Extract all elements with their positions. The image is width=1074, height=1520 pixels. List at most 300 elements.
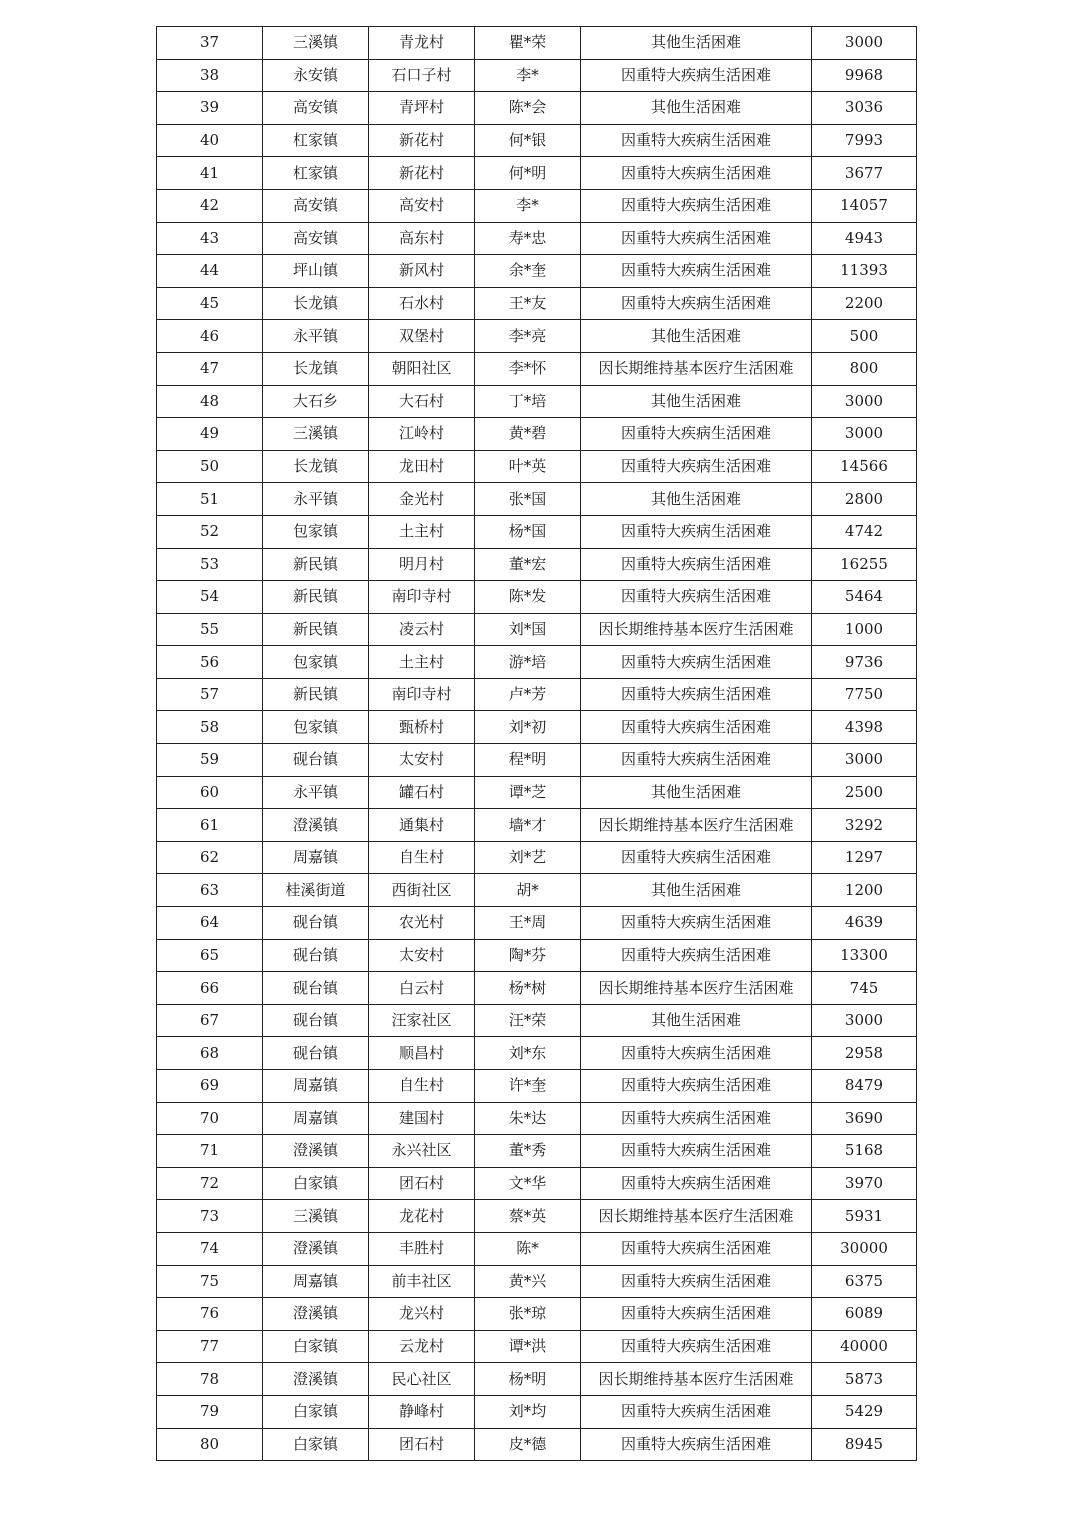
recipient-name-cell: 程*明 [475, 744, 581, 777]
amount-cell: 30000 [812, 1232, 917, 1265]
town-cell: 高安镇 [263, 189, 369, 222]
row-number-cell: 76 [157, 1298, 263, 1331]
hardship-reason-cell: 因重特大疾病生活困难 [581, 59, 812, 92]
table-row [157, 450, 917, 483]
town-cell: 高安镇 [263, 222, 369, 255]
amount-cell: 3000 [812, 27, 917, 60]
amount-cell: 5429 [812, 1395, 917, 1428]
town-cell: 永安镇 [263, 59, 369, 92]
amount-cell: 1200 [812, 874, 917, 907]
town-cell: 新民镇 [263, 678, 369, 711]
hardship-reason-cell: 其他生活困难 [581, 27, 812, 60]
town-cell: 砚台镇 [263, 1037, 369, 1070]
amount-cell: 2500 [812, 776, 917, 809]
table-row [157, 1135, 917, 1168]
village-cell: 白云村 [369, 972, 475, 1005]
amount-cell: 13300 [812, 939, 917, 972]
row-number-cell: 59 [157, 744, 263, 777]
row-number-cell: 49 [157, 418, 263, 451]
recipient-name-cell: 李*亮 [475, 320, 581, 353]
town-cell: 高安镇 [263, 92, 369, 125]
amount-cell: 3677 [812, 157, 917, 190]
amount-cell: 4943 [812, 222, 917, 255]
table-row [157, 907, 917, 940]
hardship-reason-cell: 因重特大疾病生活困难 [581, 678, 812, 711]
hardship-reason-cell: 其他生活困难 [581, 320, 812, 353]
amount-cell: 6089 [812, 1298, 917, 1331]
row-number-cell: 72 [157, 1167, 263, 1200]
amount-cell: 11393 [812, 255, 917, 288]
recipient-name-cell: 黄*兴 [475, 1265, 581, 1298]
row-number-cell: 69 [157, 1070, 263, 1103]
village-cell: 高安村 [369, 189, 475, 222]
table-row [157, 287, 917, 320]
amount-cell: 1297 [812, 841, 917, 874]
table-row [157, 124, 917, 157]
hardship-reason-cell: 因重特大疾病生活困难 [581, 841, 812, 874]
town-cell: 新民镇 [263, 581, 369, 614]
table-row [157, 939, 917, 972]
amount-cell: 3000 [812, 385, 917, 418]
town-cell: 杠家镇 [263, 124, 369, 157]
row-number-cell: 64 [157, 907, 263, 940]
row-number-cell: 71 [157, 1135, 263, 1168]
table-row [157, 255, 917, 288]
town-cell: 澄溪镇 [263, 1363, 369, 1396]
table-row [157, 1004, 917, 1037]
recipient-name-cell: 陈*会 [475, 92, 581, 125]
table-row [157, 189, 917, 222]
row-number-cell: 37 [157, 27, 263, 60]
row-number-cell: 42 [157, 189, 263, 222]
town-cell: 砚台镇 [263, 744, 369, 777]
hardship-reason-cell: 因重特大疾病生活困难 [581, 157, 812, 190]
town-cell: 砚台镇 [263, 972, 369, 1005]
recipient-name-cell: 王*周 [475, 907, 581, 940]
recipient-name-cell: 瞿*荣 [475, 27, 581, 60]
hardship-reason-cell: 因重特大疾病生活困难 [581, 1265, 812, 1298]
row-number-cell: 65 [157, 939, 263, 972]
recipient-name-cell: 丁*培 [475, 385, 581, 418]
village-cell: 龙花村 [369, 1200, 475, 1233]
row-number-cell: 63 [157, 874, 263, 907]
table-row [157, 711, 917, 744]
recipient-name-cell: 汪*荣 [475, 1004, 581, 1037]
recipient-name-cell: 文*华 [475, 1167, 581, 1200]
recipient-name-cell: 蔡*英 [475, 1200, 581, 1233]
recipient-name-cell: 陈*发 [475, 581, 581, 614]
hardship-reason-cell: 因重特大疾病生活困难 [581, 1070, 812, 1103]
amount-cell: 3000 [812, 744, 917, 777]
hardship-reason-cell: 因重特大疾病生活困难 [581, 1428, 812, 1461]
recipient-name-cell: 许*奎 [475, 1070, 581, 1103]
row-number-cell: 45 [157, 287, 263, 320]
hardship-reason-cell: 因重特大疾病生活困难 [581, 189, 812, 222]
hardship-reason-cell: 因长期维持基本医疗生活困难 [581, 972, 812, 1005]
amount-cell: 5931 [812, 1200, 917, 1233]
amount-cell: 4639 [812, 907, 917, 940]
town-cell: 长龙镇 [263, 352, 369, 385]
table-row [157, 59, 917, 92]
town-cell: 长龙镇 [263, 450, 369, 483]
recipient-name-cell: 张*国 [475, 483, 581, 516]
hardship-reason-cell: 因重特大疾病生活困难 [581, 744, 812, 777]
table-row [157, 809, 917, 842]
town-cell: 永平镇 [263, 776, 369, 809]
town-cell: 砚台镇 [263, 1004, 369, 1037]
amount-cell: 3036 [812, 92, 917, 125]
hardship-reason-cell: 其他生活困难 [581, 1004, 812, 1037]
amount-cell: 7993 [812, 124, 917, 157]
row-number-cell: 61 [157, 809, 263, 842]
town-cell: 三溪镇 [263, 1200, 369, 1233]
hardship-reason-cell: 其他生活困难 [581, 874, 812, 907]
recipient-name-cell: 李* [475, 59, 581, 92]
table-row [157, 744, 917, 777]
town-cell: 周嘉镇 [263, 841, 369, 874]
village-cell: 前丰社区 [369, 1265, 475, 1298]
row-number-cell: 40 [157, 124, 263, 157]
amount-cell: 6375 [812, 1265, 917, 1298]
recipient-name-cell: 游*培 [475, 646, 581, 679]
recipient-name-cell: 何*银 [475, 124, 581, 157]
hardship-reason-cell: 因重特大疾病生活困难 [581, 515, 812, 548]
village-cell: 石水村 [369, 287, 475, 320]
village-cell: 自生村 [369, 1070, 475, 1103]
hardship-reason-cell: 其他生活困难 [581, 483, 812, 516]
town-cell: 大石乡 [263, 385, 369, 418]
row-number-cell: 53 [157, 548, 263, 581]
recipient-name-cell: 杨*明 [475, 1363, 581, 1396]
town-cell: 包家镇 [263, 711, 369, 744]
village-cell: 太安村 [369, 744, 475, 777]
amount-cell: 3970 [812, 1167, 917, 1200]
table-row [157, 613, 917, 646]
table-row [157, 1428, 917, 1461]
town-cell: 砚台镇 [263, 939, 369, 972]
village-cell: 罐石村 [369, 776, 475, 809]
row-number-cell: 66 [157, 972, 263, 1005]
amount-cell: 2200 [812, 287, 917, 320]
hardship-reason-cell: 因重特大疾病生活困难 [581, 939, 812, 972]
hardship-reason-cell: 因重特大疾病生活困难 [581, 548, 812, 581]
village-cell: 南印寺村 [369, 581, 475, 614]
table-row [157, 418, 917, 451]
amount-cell: 8479 [812, 1070, 917, 1103]
amount-cell: 3690 [812, 1102, 917, 1135]
table-row [157, 483, 917, 516]
town-cell: 永平镇 [263, 320, 369, 353]
amount-cell: 2800 [812, 483, 917, 516]
recipient-name-cell: 张*琼 [475, 1298, 581, 1331]
amount-cell: 4742 [812, 515, 917, 548]
village-cell: 明月村 [369, 548, 475, 581]
town-cell: 永平镇 [263, 483, 369, 516]
recipient-name-cell: 李* [475, 189, 581, 222]
recipient-name-cell: 朱*达 [475, 1102, 581, 1135]
row-number-cell: 44 [157, 255, 263, 288]
recipient-name-cell: 董*宏 [475, 548, 581, 581]
row-number-cell: 43 [157, 222, 263, 255]
row-number-cell: 70 [157, 1102, 263, 1135]
amount-cell: 5464 [812, 581, 917, 614]
village-cell: 龙兴村 [369, 1298, 475, 1331]
table-row [157, 27, 917, 60]
recipient-name-cell: 余*奎 [475, 255, 581, 288]
village-cell: 农光村 [369, 907, 475, 940]
row-number-cell: 41 [157, 157, 263, 190]
table-body [157, 27, 917, 1461]
table-row [157, 1363, 917, 1396]
table-row [157, 972, 917, 1005]
hardship-reason-cell: 因长期维持基本医疗生活困难 [581, 1363, 812, 1396]
village-cell: 新花村 [369, 157, 475, 190]
recipient-name-cell: 刘*初 [475, 711, 581, 744]
assistance-list-page [156, 26, 916, 1461]
recipient-name-cell: 刘*均 [475, 1395, 581, 1428]
table-row [157, 1102, 917, 1135]
recipient-name-cell: 李*怀 [475, 352, 581, 385]
row-number-cell: 48 [157, 385, 263, 418]
hardship-reason-cell: 因重特大疾病生活困难 [581, 222, 812, 255]
village-cell: 凌云村 [369, 613, 475, 646]
table-row [157, 1037, 917, 1070]
village-cell: 建国村 [369, 1102, 475, 1135]
amount-cell: 800 [812, 352, 917, 385]
amount-cell: 7750 [812, 678, 917, 711]
town-cell: 包家镇 [263, 515, 369, 548]
hardship-reason-cell: 因长期维持基本医疗生活困难 [581, 613, 812, 646]
village-cell: 龙田村 [369, 450, 475, 483]
village-cell: 高东村 [369, 222, 475, 255]
town-cell: 周嘉镇 [263, 1265, 369, 1298]
village-cell: 通集村 [369, 809, 475, 842]
town-cell: 澄溪镇 [263, 1232, 369, 1265]
recipient-name-cell: 何*明 [475, 157, 581, 190]
village-cell: 静峰村 [369, 1395, 475, 1428]
hardship-reason-cell: 因重特大疾病生活困难 [581, 1037, 812, 1070]
village-cell: 南印寺村 [369, 678, 475, 711]
amount-cell: 40000 [812, 1330, 917, 1363]
hardship-reason-cell: 因重特大疾病生活困难 [581, 1167, 812, 1200]
village-cell: 青坪村 [369, 92, 475, 125]
amount-cell: 1000 [812, 613, 917, 646]
hardship-reason-cell: 因重特大疾病生活困难 [581, 1135, 812, 1168]
recipient-name-cell: 叶*英 [475, 450, 581, 483]
village-cell: 丰胜村 [369, 1232, 475, 1265]
village-cell: 石口子村 [369, 59, 475, 92]
village-cell: 双堡村 [369, 320, 475, 353]
town-cell: 澄溪镇 [263, 809, 369, 842]
hardship-reason-cell: 因重特大疾病生活困难 [581, 450, 812, 483]
town-cell: 白家镇 [263, 1395, 369, 1428]
recipient-name-cell: 墙*才 [475, 809, 581, 842]
table-row [157, 1200, 917, 1233]
village-cell: 团石村 [369, 1167, 475, 1200]
town-cell: 长龙镇 [263, 287, 369, 320]
amount-cell: 4398 [812, 711, 917, 744]
amount-cell: 3292 [812, 809, 917, 842]
town-cell: 新民镇 [263, 613, 369, 646]
village-cell: 土主村 [369, 515, 475, 548]
village-cell: 永兴社区 [369, 1135, 475, 1168]
hardship-reason-cell: 因重特大疾病生活困难 [581, 1102, 812, 1135]
row-number-cell: 51 [157, 483, 263, 516]
recipient-name-cell: 董*秀 [475, 1135, 581, 1168]
row-number-cell: 54 [157, 581, 263, 614]
amount-cell: 745 [812, 972, 917, 1005]
row-number-cell: 73 [157, 1200, 263, 1233]
row-number-cell: 46 [157, 320, 263, 353]
table-row [157, 678, 917, 711]
amount-cell: 9968 [812, 59, 917, 92]
table-row [157, 222, 917, 255]
table-row [157, 548, 917, 581]
town-cell: 三溪镇 [263, 27, 369, 60]
amount-cell: 14057 [812, 189, 917, 222]
row-number-cell: 62 [157, 841, 263, 874]
row-number-cell: 75 [157, 1265, 263, 1298]
hardship-reason-cell: 其他生活困难 [581, 385, 812, 418]
row-number-cell: 79 [157, 1395, 263, 1428]
hardship-reason-cell: 因重特大疾病生活困难 [581, 646, 812, 679]
amount-cell: 5873 [812, 1363, 917, 1396]
town-cell: 新民镇 [263, 548, 369, 581]
row-number-cell: 56 [157, 646, 263, 679]
row-number-cell: 38 [157, 59, 263, 92]
village-cell: 土主村 [369, 646, 475, 679]
row-number-cell: 47 [157, 352, 263, 385]
table-row [157, 1298, 917, 1331]
row-number-cell: 67 [157, 1004, 263, 1037]
amount-cell: 16255 [812, 548, 917, 581]
recipient-name-cell: 杨*国 [475, 515, 581, 548]
recipient-name-cell: 谭*洪 [475, 1330, 581, 1363]
hardship-reason-cell: 因重特大疾病生活困难 [581, 711, 812, 744]
village-cell: 西街社区 [369, 874, 475, 907]
town-cell: 三溪镇 [263, 418, 369, 451]
recipient-name-cell: 卢*芳 [475, 678, 581, 711]
town-cell: 澄溪镇 [263, 1298, 369, 1331]
village-cell: 大石村 [369, 385, 475, 418]
amount-cell: 8945 [812, 1428, 917, 1461]
village-cell: 青龙村 [369, 27, 475, 60]
row-number-cell: 52 [157, 515, 263, 548]
recipient-name-cell: 皮*德 [475, 1428, 581, 1461]
row-number-cell: 39 [157, 92, 263, 125]
amount-cell: 2958 [812, 1037, 917, 1070]
table-row [157, 646, 917, 679]
town-cell: 包家镇 [263, 646, 369, 679]
town-cell: 澄溪镇 [263, 1135, 369, 1168]
village-cell: 新花村 [369, 124, 475, 157]
row-number-cell: 80 [157, 1428, 263, 1461]
hardship-reason-cell: 因重特大疾病生活困难 [581, 255, 812, 288]
amount-cell: 9736 [812, 646, 917, 679]
table-row [157, 1395, 917, 1428]
town-cell: 坪山镇 [263, 255, 369, 288]
recipient-name-cell: 黄*碧 [475, 418, 581, 451]
amount-cell: 5168 [812, 1135, 917, 1168]
row-number-cell: 60 [157, 776, 263, 809]
village-cell: 团石村 [369, 1428, 475, 1461]
table-row [157, 515, 917, 548]
amount-cell: 3000 [812, 1004, 917, 1037]
village-cell: 云龙村 [369, 1330, 475, 1363]
amount-cell: 500 [812, 320, 917, 353]
row-number-cell: 74 [157, 1232, 263, 1265]
hardship-reason-cell: 因重特大疾病生活困难 [581, 581, 812, 614]
hardship-reason-cell: 因重特大疾病生活困难 [581, 907, 812, 940]
hardship-reason-cell: 因重特大疾病生活困难 [581, 1232, 812, 1265]
row-number-cell: 77 [157, 1330, 263, 1363]
row-number-cell: 78 [157, 1363, 263, 1396]
hardship-reason-cell: 其他生活困难 [581, 92, 812, 125]
village-cell: 金光村 [369, 483, 475, 516]
recipient-name-cell: 杨*树 [475, 972, 581, 1005]
hardship-reason-cell: 其他生活困难 [581, 776, 812, 809]
village-cell: 顺昌村 [369, 1037, 475, 1070]
recipient-name-cell: 谭*芝 [475, 776, 581, 809]
table-row [157, 581, 917, 614]
hardship-reason-cell: 因重特大疾病生活困难 [581, 1298, 812, 1331]
village-cell: 太安村 [369, 939, 475, 972]
recipient-name-cell: 陶*芬 [475, 939, 581, 972]
row-number-cell: 50 [157, 450, 263, 483]
table-row [157, 385, 917, 418]
recipient-name-cell: 陈* [475, 1232, 581, 1265]
row-number-cell: 68 [157, 1037, 263, 1070]
town-cell: 桂溪街道 [263, 874, 369, 907]
recipient-name-cell: 胡* [475, 874, 581, 907]
table-row [157, 1330, 917, 1363]
table-row [157, 320, 917, 353]
town-cell: 周嘉镇 [263, 1070, 369, 1103]
hardship-reason-cell: 因重特大疾病生活困难 [581, 418, 812, 451]
hardship-reason-cell: 因重特大疾病生活困难 [581, 1330, 812, 1363]
recipient-name-cell: 寿*忠 [475, 222, 581, 255]
hardship-reason-cell: 因重特大疾病生活困难 [581, 1395, 812, 1428]
recipient-name-cell: 王*友 [475, 287, 581, 320]
table-row [157, 1232, 917, 1265]
hardship-reason-cell: 因长期维持基本医疗生活困难 [581, 352, 812, 385]
table-row [157, 157, 917, 190]
town-cell: 白家镇 [263, 1330, 369, 1363]
village-cell: 新风村 [369, 255, 475, 288]
village-cell: 甄桥村 [369, 711, 475, 744]
row-number-cell: 58 [157, 711, 263, 744]
amount-cell: 14566 [812, 450, 917, 483]
table-row [157, 776, 917, 809]
town-cell: 杠家镇 [263, 157, 369, 190]
village-cell: 民心社区 [369, 1363, 475, 1396]
town-cell: 白家镇 [263, 1428, 369, 1461]
recipient-name-cell: 刘*东 [475, 1037, 581, 1070]
hardship-reason-cell: 因重特大疾病生活困难 [581, 124, 812, 157]
town-cell: 白家镇 [263, 1167, 369, 1200]
town-cell: 砚台镇 [263, 907, 369, 940]
village-cell: 江岭村 [369, 418, 475, 451]
village-cell: 汪家社区 [369, 1004, 475, 1037]
row-number-cell: 57 [157, 678, 263, 711]
amount-cell: 3000 [812, 418, 917, 451]
table-row [157, 92, 917, 125]
table-row [157, 841, 917, 874]
village-cell: 自生村 [369, 841, 475, 874]
table-row [157, 1070, 917, 1103]
hardship-reason-cell: 因长期维持基本医疗生活困难 [581, 1200, 812, 1233]
town-cell: 周嘉镇 [263, 1102, 369, 1135]
